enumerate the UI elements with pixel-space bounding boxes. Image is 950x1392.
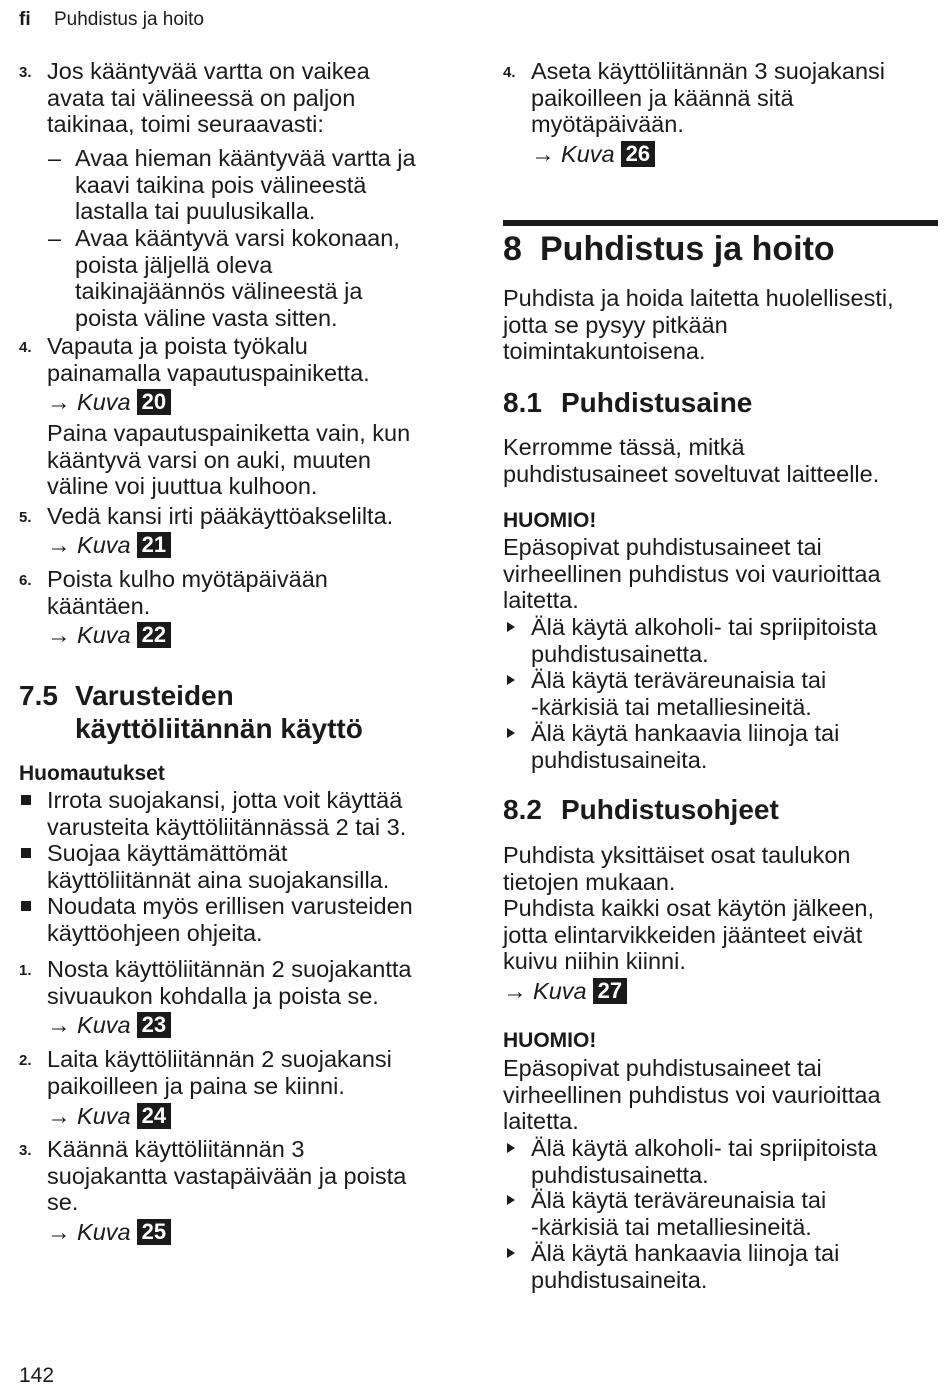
square-bullet-icon [21,795,31,805]
figure-number-badge: 21 [137,532,171,558]
text-line: varusteita käyttöliitännässä 2 tai 3. [47,813,407,840]
arrow-icon: → [47,1103,71,1129]
text-line: laitetta. [503,1108,579,1134]
square-bullet-icon [21,901,31,911]
square-bullet-icon [21,848,31,858]
figure-reference [503,978,627,1005]
chapter-rule [503,220,938,226]
chapter-number: 8 [503,230,522,268]
text-line: Irrota suojakansi, jotta voit käyttää [47,787,403,813]
figure-word: Kuva [77,1219,131,1245]
text-line: Avaa hieman kääntyvää vartta ja [75,145,416,171]
section-heading [75,679,363,745]
text-line: puhdistusainetta. [531,1161,709,1188]
arrow-icon: → [47,1012,71,1038]
text-line: Epäsopivat puhdistusaineet tai [503,534,822,560]
arrow-icon: → [47,389,71,415]
text-line: kääntäen. [47,592,151,619]
figure-word: Kuva [533,978,587,1004]
step-text [47,58,370,138]
text-line: Avaa kääntyvä varsi kokonaan, [75,225,400,251]
caution-item [531,1135,877,1188]
note-item [47,787,406,840]
arrow-icon: → [531,141,555,167]
text-line: Puhdista yksittäiset osat taulukon [503,842,851,868]
text-line: jotta se pysyy pitkään [503,311,728,338]
step-number: 5. [19,509,32,526]
section-heading: Puhdistusohjeet [561,794,779,825]
text-line: taikinajäännös välineestä ja [75,278,363,304]
text-line: puhdistusainetta. [531,640,709,667]
figure-number-badge: 26 [621,141,655,167]
text-line: avata tai välineessä on paljon [47,84,356,111]
text-line: Nosta käyttöliitännän 2 suojakantta [47,956,412,982]
text-line: sivuaukon kohdalla ja poista se. [47,982,379,1009]
figure-word: Kuva [77,622,131,648]
step-text [47,956,411,1009]
heading-line: Varusteiden [75,680,234,711]
step-text [47,333,370,386]
caution-item [531,1187,826,1240]
text-line: käyttöohjeen ohjeita. [47,919,263,946]
section-number: 8.1 [503,387,542,418]
caution-title: HUOMIO! [503,1029,597,1052]
chapter-title: Puhdistus ja hoito [540,230,835,268]
text-line: taikinaa, toimi seuraavasti: [47,111,324,137]
text-line: lastalla tai puulusikalla. [75,198,316,224]
figure-word: Kuva [77,389,131,415]
text-line: myötäpäivään. [531,111,684,137]
text-line: Vedä kansi irti pääkäyttöakselilta. [47,503,394,529]
figure-number-badge: 25 [137,1219,171,1245]
text-line: Vapauta ja poista työkalu [47,333,308,359]
text-line: poista jäljellä oleva [75,251,273,278]
triangle-bullet-icon [507,1248,515,1258]
arrow-icon: → [503,978,527,1004]
text-line: puhdistusaineita. [531,746,708,773]
step-text [47,1136,406,1216]
figure-reference [47,389,171,416]
text-line: Epäsopivat puhdistusaineet tai [503,1055,822,1081]
text-line: Aseta käyttöliitännän 3 suojakansi [531,58,886,84]
figure-number-badge: 20 [137,389,171,415]
figure-number-badge: 23 [137,1012,171,1038]
running-header-title: Puhdistus ja hoito [54,9,204,30]
step-number: 6. [19,572,32,589]
text-line: virheellinen puhdistus voi vaurioittaa [503,560,881,587]
language-code: fi [19,9,31,30]
dash-bullet: – [48,225,62,251]
heading-line: käyttöliitännän käyttö [75,713,363,744]
step-text [531,58,885,138]
dash-bullet: – [48,145,62,171]
section-paragraph [503,842,874,975]
notes-heading: Huomautukset [19,762,165,785]
step-number: 4. [503,64,516,81]
text-line: Älä käytä alkoholi- tai spriipitoista [531,1135,878,1161]
arrow-icon: → [47,622,71,648]
figure-number-badge: 24 [137,1103,171,1129]
step-number: 2. [19,1052,32,1069]
text-line: painamalla vapautuspainiketta. [47,359,370,386]
text-line: väline voi juuttua kulhoon. [47,473,318,499]
text-line: Älä käytä hankaavia liinoja tai [531,1240,840,1266]
text-line: Poista kulho myötäpäivään [47,566,328,592]
caution-text [503,1055,881,1135]
text-line: toimintakuntoisena. [503,338,706,364]
text-line: tietojen mukaan. [503,868,676,895]
text-line: Kerromme tässä, mitkä [503,434,745,460]
figure-word: Kuva [77,1012,131,1038]
text-line: Älä käytä teräväreunaisia tai [531,1187,827,1213]
section-number: 7.5 [19,680,58,711]
step-text [47,503,393,530]
text-line: Noudata myös erillisen varusteiden [47,893,413,919]
triangle-bullet-icon [507,1143,515,1153]
text-line: -kärkisiä tai metalliesineitä. [531,1213,812,1240]
text-line: poista väline vasta sitten. [75,304,338,331]
note-item [47,893,413,946]
figure-number-badge: 22 [137,622,171,648]
page-number: 142 [19,1364,55,1387]
caution-title: HUOMIO! [503,509,597,532]
figure-reference [47,1103,171,1130]
text-line: Suojaa käyttämättömät [47,840,288,866]
triangle-bullet-icon [507,675,515,685]
text-line: Älä käytä alkoholi- tai spriipitoista [531,614,878,640]
triangle-bullet-icon [507,1195,515,1205]
section-heading: Puhdistusaine [561,387,753,418]
note-item [47,840,389,893]
text-line: suojakantta vastapäivään ja poista [47,1162,407,1189]
step-text [47,1046,392,1099]
text-line: Paina vapautuspainiketta vain, kun [47,420,411,446]
step-number: 4. [19,339,32,356]
text-line: laitetta. [503,587,579,613]
figure-word: Kuva [561,141,615,167]
arrow-icon: → [47,1219,71,1245]
section-number: 8.2 [503,794,542,825]
sub-item-text [75,145,416,225]
text-line: virheellinen puhdistus voi vaurioittaa [503,1081,881,1108]
text-line: Älä käytä hankaavia liinoja tai [531,720,840,746]
text-line: puhdistusaineita. [531,1266,708,1293]
figure-word: Kuva [77,532,131,558]
figure-reference [47,532,171,559]
caution-text [503,534,881,614]
caution-item [531,720,839,773]
sub-item-text [75,225,400,331]
triangle-bullet-icon [507,728,515,738]
figure-reference [47,622,171,649]
figure-reference [47,1012,171,1039]
step-number: 3. [19,1142,32,1159]
figure-reference [47,1219,171,1246]
text-line: -kärkisiä tai metalliesineitä. [531,693,812,720]
caution-item [531,614,877,667]
section-paragraph [503,434,879,487]
text-line: kuivu niihin kiinni. [503,948,686,974]
text-line: Puhdista kaikki osat käytön jälkeen, [503,895,874,921]
text-line: paikoilleen ja paina se kiinni. [47,1072,345,1099]
text-line: jotta elintarvikkeiden jäänteet eivät [503,921,863,948]
figure-word: Kuva [77,1103,131,1129]
text-line: Laita käyttöliitännän 2 suojakansi [47,1046,392,1072]
figure-reference [531,141,655,168]
text-line: kääntyvä varsi on auki, muuten [47,446,371,473]
text-line: Käännä käyttöliitännän 3 [47,1136,305,1162]
triangle-bullet-icon [507,622,515,632]
text-line: kaavi taikina pois välineestä [75,171,367,198]
text-line: Puhdista ja hoida laitetta huolellisesti, [503,285,894,311]
text-line: paikoilleen ja käännä sitä [531,84,794,111]
caution-item [531,1240,839,1293]
step-text [47,566,328,619]
chapter-intro [503,285,894,365]
text-line: puhdistusaineet soveltuvat laitteelle. [503,460,880,487]
text-line: Älä käytä teräväreunaisia tai [531,667,827,693]
figure-number-badge: 27 [593,978,627,1004]
step-note [47,420,410,500]
step-number: 3. [19,64,32,81]
text-line: Jos kääntyvää vartta on vaikea [47,58,370,84]
arrow-icon: → [47,532,71,558]
step-number: 1. [19,962,32,979]
text-line: se. [47,1189,79,1215]
text-line: käyttöliitännät aina suojakansilla. [47,866,390,893]
caution-item [531,667,826,720]
